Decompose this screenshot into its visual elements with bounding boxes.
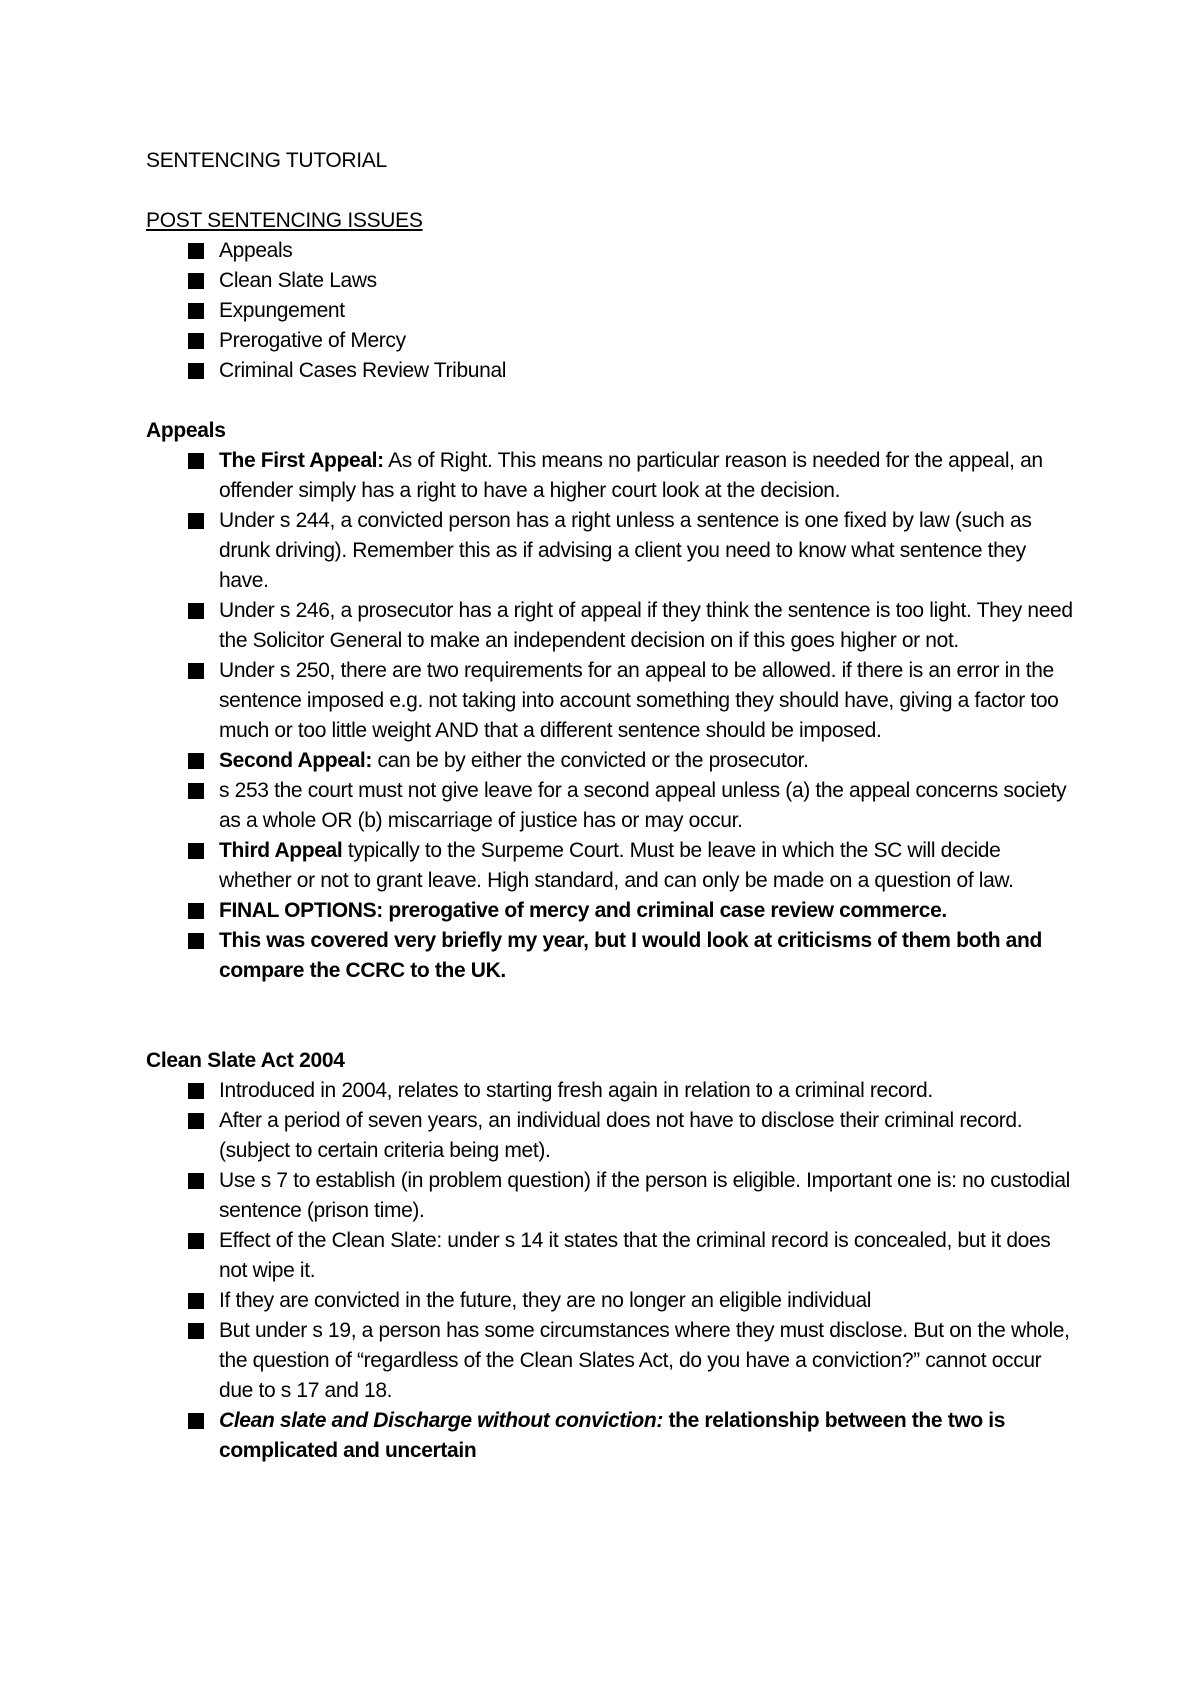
document-page <box>146 146 1076 1466</box>
spacer <box>146 986 1076 1046</box>
list-item: Second Appeal: can be by either the convicted or the prosecutor. <box>146 746 1076 776</box>
square-bullet-icon <box>188 753 204 769</box>
list-item: Third Appeal typically to the Surpeme Court. Must be leave in which the SC will decide whether or not to grant leave. High standard, and can only be made on a question of law. <box>146 836 1076 896</box>
square-bullet-icon <box>188 1323 204 1339</box>
square-bullet-icon <box>188 603 204 619</box>
square-bullet-icon <box>188 933 204 949</box>
list-item: Effect of the Clean Slate: under s 14 it states that the criminal record is concealed, but it does not wipe it. <box>146 1226 1076 1286</box>
list-item: This was covered very briefly my year, but I would look at criticisms of them both and compare the CCRC to the UK. <box>146 926 1076 986</box>
square-bullet-icon <box>188 1233 204 1249</box>
square-bullet-icon <box>188 243 204 259</box>
appeals-list <box>146 446 1076 986</box>
list-item: Use s 7 to establish (in problem question) if the person is eligible. Important one is: no custodial sentence (prison time). <box>146 1166 1076 1226</box>
list-item: FINAL OPTIONS: prerogative of mercy and criminal case review commerce. <box>146 896 1076 926</box>
list-item: Introduced in 2004, relates to starting fresh again in relation to a criminal record. <box>146 1076 1076 1106</box>
square-bullet-icon <box>188 1083 204 1099</box>
list-item: Prerogative of Mercy <box>146 326 1076 356</box>
list-item: s 253 the court must not give leave for a second appeal unless (a) the appeal concerns society as a whole OR (b) miscarriage of justice has or may occur. <box>146 776 1076 836</box>
list-item: The First Appeal: As of Right. This means no particular reason is needed for the appeal, an offender simply has a right to have a higher court look at the decision. <box>146 446 1076 506</box>
post-sentencing-list <box>146 236 1076 386</box>
list-item: Clean slate and Discharge without conviction: the relationship between the two is complicated and uncertain <box>146 1406 1076 1466</box>
list-item: If they are convicted in the future, they are no longer an eligible individual <box>146 1286 1076 1316</box>
appeals-heading: Appeals <box>146 419 226 442</box>
post-sentencing-heading: POST SENTENCING ISSUES <box>146 209 423 232</box>
list-item: After a period of seven years, an individual does not have to disclose their criminal record. (subject to certain criteria being met). <box>146 1106 1076 1166</box>
list-item: But under s 19, a person has some circumstances where they must disclose. But on the whole, the question of “regardless of the Clean Slates Act, do you have a conviction?” cannot occur due to s 17 and 18. <box>146 1316 1076 1406</box>
square-bullet-icon <box>188 363 204 379</box>
square-bullet-icon <box>188 273 204 289</box>
list-item: Under s 250, there are two requirements for an appeal to be allowed. if there is an error in the sentence imposed e.g. not taking into account something they should have, giving a factor too much or too little weight AND that a different sentence should be imposed. <box>146 656 1076 746</box>
square-bullet-icon <box>188 303 204 319</box>
square-bullet-icon <box>188 1413 204 1429</box>
square-bullet-icon <box>188 843 204 859</box>
square-bullet-icon <box>188 513 204 529</box>
list-item: Appeals <box>146 236 1076 266</box>
list-item: Clean Slate Laws <box>146 266 1076 296</box>
list-item: Expungement <box>146 296 1076 326</box>
square-bullet-icon <box>188 1173 204 1189</box>
square-bullet-icon <box>188 453 204 469</box>
square-bullet-icon <box>188 333 204 349</box>
clean-slate-heading: Clean Slate Act 2004 <box>146 1049 345 1072</box>
list-item: Criminal Cases Review Tribunal <box>146 356 1076 386</box>
square-bullet-icon <box>188 903 204 919</box>
spacer <box>146 386 1076 416</box>
square-bullet-icon <box>188 663 204 679</box>
list-item: Under s 244, a convicted person has a right unless a sentence is one fixed by law (such as drunk driving). Remember this as if advising a client you need to know what sentence they have. <box>146 506 1076 596</box>
square-bullet-icon <box>188 1113 204 1129</box>
document-title: SENTENCING TUTORIAL <box>146 149 387 172</box>
square-bullet-icon <box>188 783 204 799</box>
list-item: Under s 246, a prosecutor has a right of appeal if they think the sentence is too light. They need the Solicitor General to make an independent decision on if this goes higher or not. <box>146 596 1076 656</box>
clean-slate-list <box>146 1076 1076 1466</box>
square-bullet-icon <box>188 1293 204 1309</box>
